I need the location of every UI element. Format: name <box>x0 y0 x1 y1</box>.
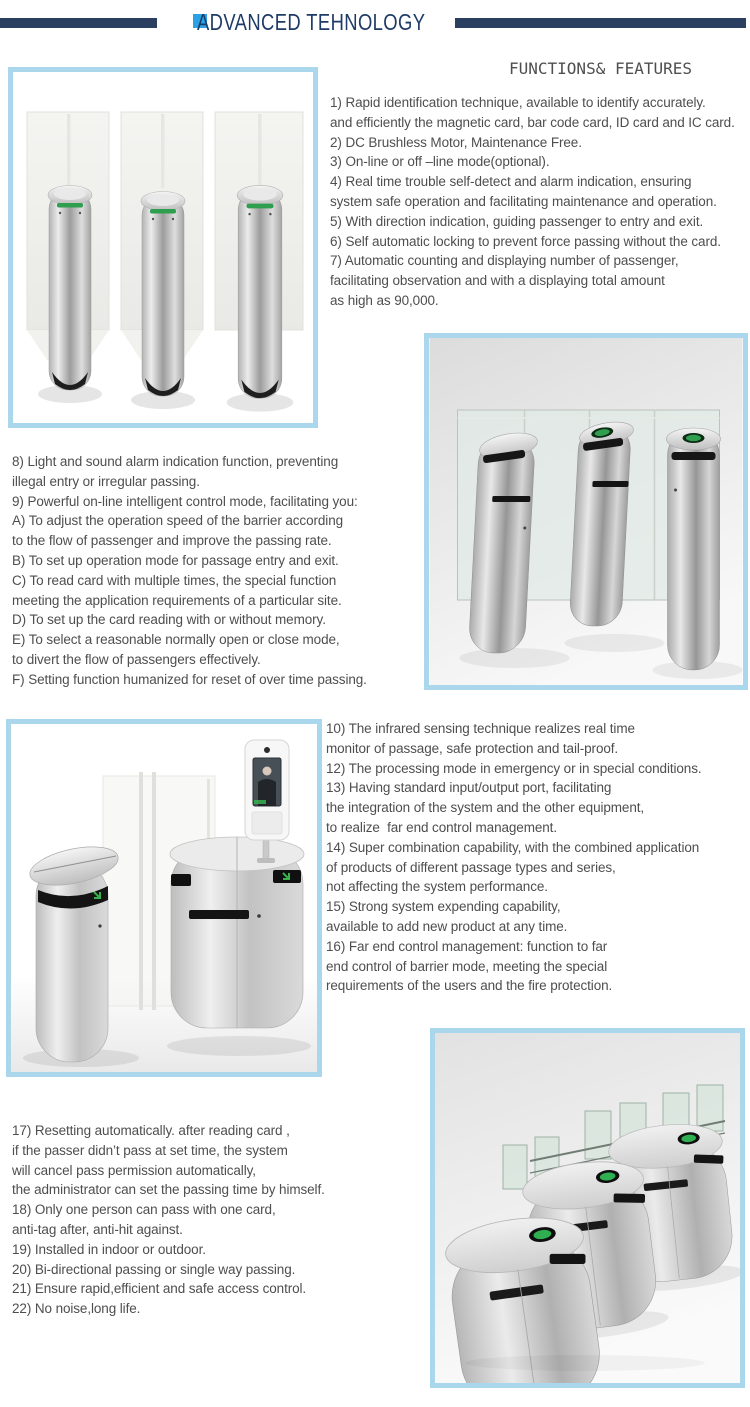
feature-line: 16) Far end control management: function to far <box>326 938 608 954</box>
feature-list-8-9-a-f <box>12 452 417 690</box>
product-photo-3 <box>6 719 322 1077</box>
feature-line: 4) Real time trouble self-detect and alarm indication, ensuring <box>330 174 692 190</box>
feature-line: if the passer didn’t pass at set time, the system <box>12 1142 288 1158</box>
feature-line: 10) The infrared sensing technique realizes real time <box>326 721 635 736</box>
feature-line: end control of barrier mode, meeting the special <box>326 958 608 974</box>
feature-line: monitor of passage, safe protection and tail-proof. <box>326 740 619 756</box>
feature-line: illegal entry or irregular passing. <box>12 473 200 489</box>
feature-line: 19) Installed in indoor or outdoor. <box>12 1241 206 1257</box>
feature-line: 8) Light and sound alarm indication function, preventing <box>12 454 339 469</box>
feature-line: 22) No noise,long life. <box>12 1301 141 1317</box>
feature-line: D) To set up the card reading with or without memory. <box>12 612 326 628</box>
feature-line: and efficiently the magnetic card, bar code card, ID card and IC card. <box>330 114 735 130</box>
features-heading: FUNCTIONS& FEATURES <box>509 59 693 78</box>
feature-list-1-7 <box>330 93 750 311</box>
feature-list-10-16 <box>326 719 750 996</box>
page-title: ADVANCED TEHNOLOGY <box>197 9 426 35</box>
feature-list-17-22 <box>12 1121 417 1319</box>
feature-line: available to add new product at any time. <box>326 918 568 934</box>
speed-gate-perspective-illustration <box>435 1033 740 1383</box>
feature-line: 18) Only one person can pass with one card, <box>12 1202 276 1218</box>
feature-line: 9) Powerful on-line intelligent control mode, facilitating you: <box>12 493 358 509</box>
feature-line: meeting the application requirements of a particular site. <box>12 592 342 608</box>
feature-line: 1) Rapid identification technique, available to identify accurately. <box>330 95 706 110</box>
turnstile-front-view-illustration <box>13 72 313 423</box>
feature-line: B) To set up operation mode for passage entry and exit. <box>12 552 339 568</box>
product-photo-4 <box>430 1028 745 1388</box>
feature-line: will cancel pass permission automatically, <box>12 1162 256 1178</box>
face-recognition-turnstile-illustration <box>11 724 317 1072</box>
feature-line: 7) Automatic counting and displaying number of passenger, <box>330 253 679 269</box>
feature-line: A) To adjust the operation speed of the barrier according <box>12 513 344 529</box>
feature-line: to the flow of passenger and improve the passing rate. <box>12 533 332 549</box>
top-right-accent-bar <box>455 18 746 28</box>
feature-line: 17) Resetting automatically. after reading card , <box>12 1123 290 1138</box>
feature-line: C) To read card with multiple times, the special function <box>12 572 337 588</box>
feature-line: 20) Bi-directional passing or single way passing. <box>12 1261 296 1277</box>
feature-line: facilitating observation and with a displaying total amount <box>330 273 665 289</box>
feature-line: 12) The processing mode in emergency or in special conditions. <box>326 760 702 776</box>
feature-line: the integration of the system and the other equipment, <box>326 800 645 816</box>
feature-line: system safe operation and facilitating maintenance and operation. <box>330 193 717 209</box>
feature-line: 21) Ensure rapid,efficient and safe access control. <box>12 1281 307 1297</box>
product-photo-1 <box>8 67 318 428</box>
product-photo-2 <box>424 333 748 690</box>
feature-line: the administrator can set the passing time by himself. <box>12 1182 325 1198</box>
feature-line: as high as 90,000. <box>330 292 439 308</box>
feature-line: to realize far end control management. <box>326 819 557 835</box>
feature-line: to divert the flow of passengers effectively. <box>12 651 261 667</box>
feature-line: E) To select a reasonable normally open or close mode, <box>12 632 340 648</box>
feature-line: 6) Self automatic locking to prevent force passing without the card. <box>330 233 721 249</box>
top-left-accent-bar <box>0 18 157 28</box>
feature-line: 13) Having standard input/output port, facilitating <box>326 780 612 796</box>
feature-line: of products of different passage types and series, <box>326 859 616 875</box>
feature-line: requirements of the users and the fire protection. <box>326 978 613 994</box>
speed-gate-glass-wall-illustration <box>429 338 743 685</box>
feature-line: anti-tag after, anti-hit against. <box>12 1221 183 1237</box>
feature-line: 3) On-line or off –line mode(optional). <box>330 154 550 170</box>
feature-line: 15) Strong system expending capability, <box>326 899 561 915</box>
feature-line: 5) With direction indication, guiding passenger to entry and exit. <box>330 213 704 229</box>
feature-line: 14) Super combination capability, with the combined application <box>326 839 700 855</box>
feature-line: 2) DC Brushless Motor, Maintenance Free. <box>330 134 582 150</box>
page-title-wrap <box>193 9 482 35</box>
feature-line: F) Setting function humanized for reset of over time passing. <box>12 671 367 687</box>
feature-line: not affecting the system performance. <box>326 879 548 895</box>
